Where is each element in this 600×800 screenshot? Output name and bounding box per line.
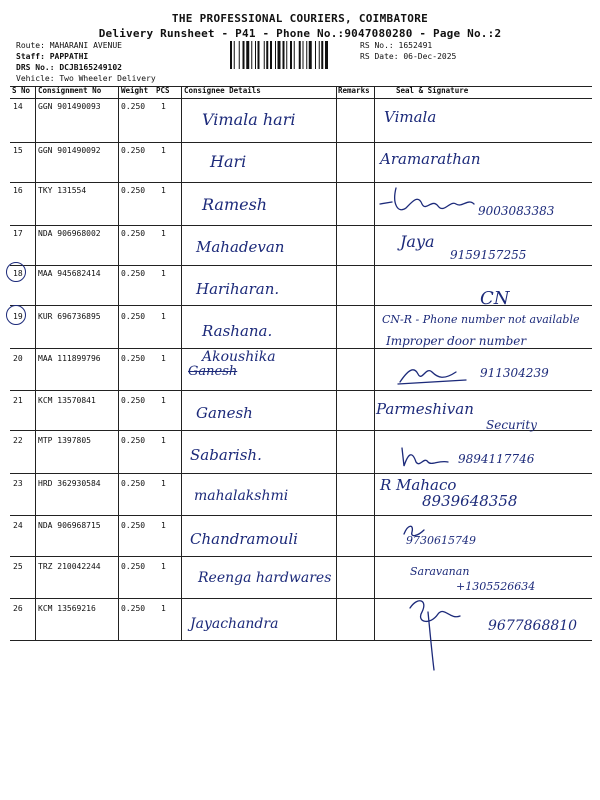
drs-label: DRS No.: DCJB165249102 <box>16 63 122 72</box>
row-consignment: NDA 906968715 <box>38 521 101 530</box>
row-sno: 25 <box>13 562 23 571</box>
row-consignment: MTP 1397805 <box>38 436 91 445</box>
row-weight: 0.250 <box>121 269 146 278</box>
staff-label: Staff: PAPPATHI <box>16 52 89 61</box>
signature: Vimala <box>384 108 437 126</box>
row-sno: 14 <box>13 102 23 111</box>
consignee-name: Sabarish. <box>190 446 262 464</box>
column-divider <box>118 86 119 640</box>
row-weight: 0.250 <box>121 479 146 488</box>
barcode-bar <box>303 41 304 69</box>
column-divider <box>181 86 182 640</box>
row-weight: 0.250 <box>121 436 146 445</box>
consignee-name: Vimala hari <box>202 110 296 129</box>
phone-note: 911304239 <box>480 366 549 380</box>
row-pcs: 1 <box>161 102 166 111</box>
barcode-bar <box>258 41 260 69</box>
row-divider <box>10 142 592 143</box>
col-consignee-header: Consignee Details <box>184 86 261 95</box>
row-sno: 24 <box>13 521 23 530</box>
row-consignment: KCM 13569216 <box>38 604 96 613</box>
column-divider <box>374 86 375 640</box>
col-consignment-header: Consignment No <box>38 86 102 95</box>
row-pcs: 1 <box>161 436 166 445</box>
signature: Jaya <box>400 232 435 251</box>
row-pcs: 1 <box>161 312 166 321</box>
col-pcs-header: PCS <box>156 86 170 95</box>
route-label: Route: MAHARANI AVENUE <box>16 41 122 50</box>
column-divider <box>336 86 337 640</box>
row-consignment: MAA 945682414 <box>38 269 101 278</box>
consignee-name: Chandramouli <box>190 530 298 548</box>
row-pcs: 1 <box>161 269 166 278</box>
row-pcs: 1 <box>161 521 166 530</box>
row-weight: 0.250 <box>121 562 146 571</box>
barcode-bar <box>246 41 249 69</box>
row-weight: 0.250 <box>121 604 146 613</box>
row-consignment: HRD 362930584 <box>38 479 101 488</box>
signature: Aramarathan <box>380 150 481 168</box>
row-pcs: 1 <box>161 229 166 238</box>
signature-scribble <box>404 596 474 676</box>
col-seal-header: Seal & Signature <box>396 86 469 95</box>
row-sno: 22 <box>13 436 23 445</box>
phone-note: 9894117746 <box>458 452 535 466</box>
row-weight: 0.250 <box>121 146 146 155</box>
row-weight: 0.250 <box>121 229 146 238</box>
consignee-name: Hari <box>210 152 247 171</box>
table-bottom-border <box>10 640 592 641</box>
row-divider <box>10 473 592 474</box>
barcode-bar <box>239 41 240 69</box>
phone-note: 9677868810 <box>488 618 578 634</box>
row-sno: 16 <box>13 186 23 195</box>
row-pcs: 1 <box>161 146 166 155</box>
column-divider <box>35 86 36 640</box>
signature: Saravanan <box>410 565 470 578</box>
barcode-bar <box>283 41 285 69</box>
row-pcs: 1 <box>161 562 166 571</box>
row-sno: 15 <box>13 146 23 155</box>
row-consignment: KUR 696736895 <box>38 312 101 321</box>
row-consignment: TKY 131554 <box>38 186 87 195</box>
row-divider <box>10 598 592 599</box>
signature: R Mahaco <box>380 476 457 494</box>
row-sno: 17 <box>13 229 23 238</box>
barcode-bar <box>306 41 307 69</box>
barcode-bar <box>278 41 281 69</box>
row-pcs: 1 <box>161 186 166 195</box>
row-divider <box>10 515 592 516</box>
row-consignment: GGN 901490093 <box>38 102 101 111</box>
barcode-bar <box>290 41 292 69</box>
barcode-bar <box>266 41 268 69</box>
barcode-bar <box>264 41 265 69</box>
rs-date: RS Date: 06-Dec-2025 <box>360 52 457 61</box>
header-top-border <box>10 86 592 87</box>
row-sno: 18 <box>13 269 23 278</box>
row-sno: 19 <box>13 312 23 321</box>
row-sno: 21 <box>13 396 23 405</box>
barcode-bar <box>325 41 328 69</box>
remark-note: CN-R - Phone number not available <box>382 313 580 326</box>
row-weight: 0.250 <box>121 521 146 530</box>
signature-scribble <box>396 360 476 388</box>
barcode-bar <box>255 41 256 69</box>
barcode-bar <box>251 41 252 69</box>
col-remarks-header: Remarks <box>338 86 370 95</box>
consignee-name: Hariharan. <box>196 280 280 298</box>
row-divider <box>10 390 592 391</box>
company-title: THE PROFESSIONAL COURIERS, COIMBATORE <box>171 12 429 25</box>
row-sno: 26 <box>13 604 23 613</box>
consignee-name: Mahadevan <box>196 238 285 256</box>
consignee-name: Akoushika <box>202 349 276 365</box>
row-consignment: MAA 111899796 <box>38 354 101 363</box>
barcode-bar <box>315 41 316 69</box>
row-pcs: 1 <box>161 604 166 613</box>
row-consignment: GGN 901490092 <box>38 146 101 155</box>
row-weight: 0.250 <box>121 312 146 321</box>
consignee-name: Reenga hardwares <box>198 570 332 586</box>
phone-note: 8939648358 <box>422 492 518 510</box>
row-sno: 23 <box>13 479 23 488</box>
barcode <box>230 41 356 69</box>
row-consignment: TRZ 210042244 <box>38 562 101 571</box>
struck-name: Ganesh <box>188 364 238 379</box>
barcode-bar <box>309 41 312 69</box>
barcode-bar <box>294 41 295 69</box>
consignee-name: Rashana. <box>202 322 273 340</box>
row-weight: 0.250 <box>121 102 146 111</box>
remark-cn: CN <box>480 288 510 309</box>
phone-note: +1305526634 <box>456 580 536 593</box>
row-divider <box>10 225 592 226</box>
row-weight: 0.250 <box>121 354 146 363</box>
col-weight-header: Weight <box>121 86 149 95</box>
barcode-bar <box>270 41 272 69</box>
consignee-name: Ganesh <box>196 404 253 422</box>
barcode-bar <box>230 41 232 69</box>
row-pcs: 1 <box>161 396 166 405</box>
row-divider <box>10 182 592 183</box>
signature-note: Security <box>486 418 537 432</box>
phone-note: 9003083383 <box>478 204 555 218</box>
consignee-name: Ramesh <box>202 195 268 214</box>
row-consignment: NDA 906968002 <box>38 229 101 238</box>
row-consignment: KCM 13570841 <box>38 396 96 405</box>
barcode-bar <box>234 41 235 69</box>
row-divider <box>10 265 592 266</box>
signature-scribble <box>378 184 488 220</box>
barcode-bar <box>321 41 323 69</box>
barcode-bar <box>319 41 320 69</box>
row-sno: 20 <box>13 354 23 363</box>
barcode-bar <box>286 41 287 69</box>
header-bottom-border <box>10 98 592 99</box>
phone-note: 9159157255 <box>450 248 527 262</box>
runsheet-subtitle: Delivery Runsheet - P41 - Phone No.:9047080280 - Page No.:2 <box>98 27 502 40</box>
signature-scribble <box>398 444 458 470</box>
consignee-name: mahalakshmi <box>194 488 289 504</box>
row-pcs: 1 <box>161 354 166 363</box>
col-sno-header: S No <box>12 86 31 95</box>
signature: Parmeshivan <box>376 400 474 418</box>
barcode-bar <box>243 41 245 69</box>
row-weight: 0.250 <box>121 396 146 405</box>
row-weight: 0.250 <box>121 186 146 195</box>
barcode-bar <box>299 41 301 69</box>
row-divider <box>10 556 592 557</box>
row-divider <box>10 348 592 349</box>
vehicle-label: Vehicle: Two Wheeler Delivery <box>16 74 156 83</box>
rs-number: RS No.: 1652491 <box>360 41 433 50</box>
barcode-bar <box>275 41 276 69</box>
row-pcs: 1 <box>161 479 166 488</box>
remark-note: Improper door number <box>386 334 527 348</box>
consignee-name: Jayachandra <box>190 616 279 632</box>
phone-note: 9730615749 <box>406 534 476 547</box>
